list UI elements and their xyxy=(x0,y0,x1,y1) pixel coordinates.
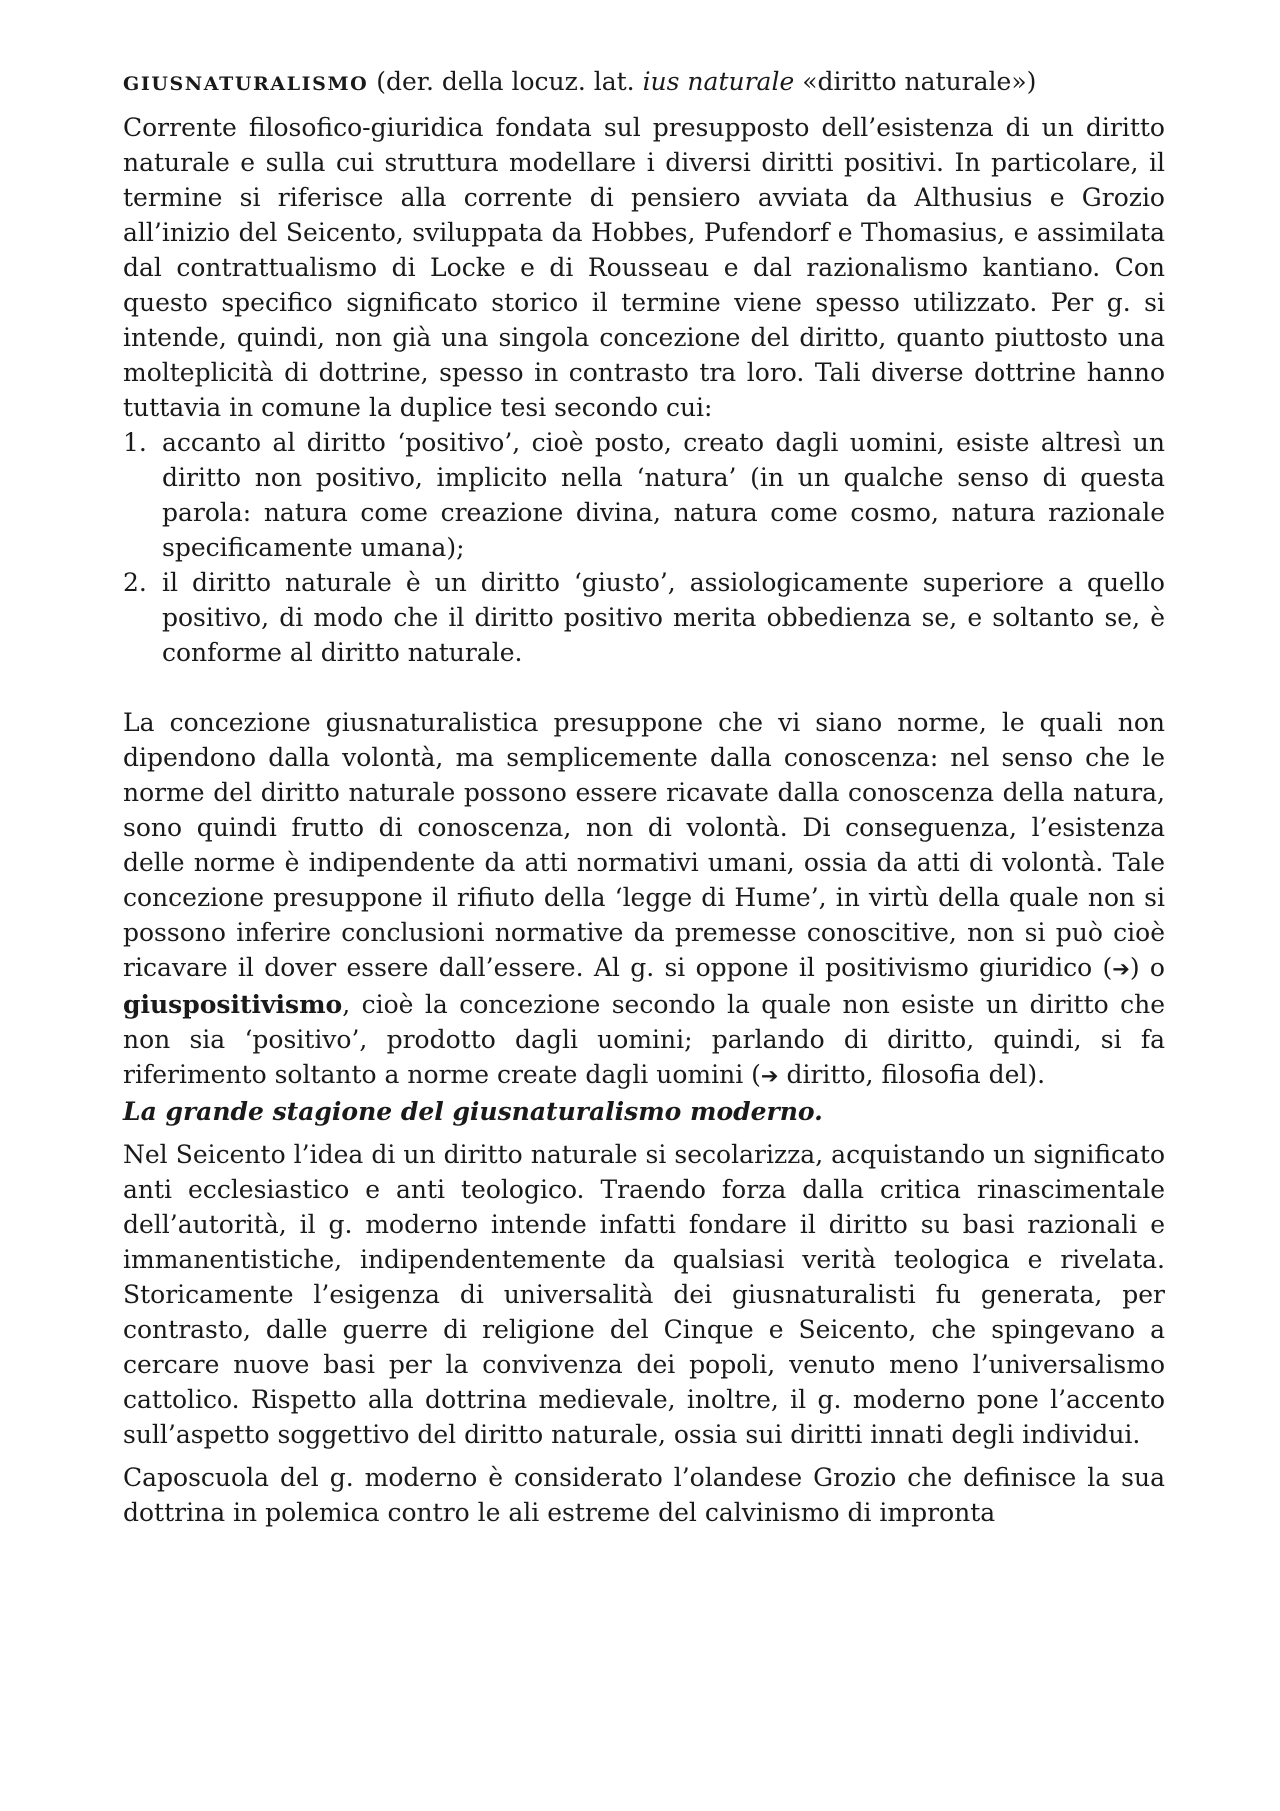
list-item-number: 1. xyxy=(123,428,147,457)
intro-paragraph: Corrente filosofico-giuridica fondata sul presupposto dell’esistenza di un diritto naturale e sulla cui struttura modellare i diversi diritti positivi. In particolare, il termine si riferisce alla corrente di pensiero avviata da Althusius e Grozio all’inizio del Seicento, sviluppata da Hobbes, Pufendorf e Thomasius, e assimilata dal contrattualismo di Locke e di Rousseau e dal razionalismo kantiano. Con questo specifico significato storico il termine viene spesso utilizzato. Per g. si intende, quindi, non già una singola concezione del diritto, quanto piuttosto una molteplicità di dottrine, spesso in contrasto tra loro. Tali diverse dottrine hanno tuttavia in comune la duplice tesi secondo cui: xyxy=(123,113,1165,422)
list-item-text: il diritto naturale è un diritto ‘giusto’, assiologicamente superiore a quello positivo, di modo che il diritto positivo merita obbedienza se, e soltanto se, è conforme al diritto naturale. xyxy=(162,568,1165,667)
cross-reference-arrow-icon: ➔ xyxy=(1112,957,1130,981)
list-item xyxy=(123,425,1165,565)
etymology-term: ius naturale xyxy=(642,67,795,96)
giuspositivismo-term: giuspositivismo xyxy=(123,990,343,1019)
section-paragraph-2: Caposcuola del g. moderno è considerato l’olandese Grozio che definisce la sua dottrina in polemica contro le ali estreme del calvinismo di impronta xyxy=(123,1463,1165,1527)
etymology-open: (der. della locuz. lat. xyxy=(368,67,643,96)
cross-reference-arrow-icon: ➔ xyxy=(760,1064,779,1088)
section-heading: La grande stagione del giusnaturalismo moderno. xyxy=(123,1097,823,1126)
entry-headword: GIUSNATURALISMO xyxy=(123,73,369,95)
theses-list xyxy=(123,425,1165,670)
list-item-text: accanto al diritto ‘positivo’, cioè posto, creato dagli uomini, esiste altresì un diritto non positivo, implicito nella ‘natura’ (in un qualche senso di questa parola: natura come creazione divina, natura come cosmo, natura razionale specificamente umana); xyxy=(162,428,1165,562)
entry-header xyxy=(123,64,1165,102)
conception-text-1: La concezione giusnaturalistica presuppone che vi siano norme, le quali non dipendono dalla volontà, ma semplicemente dalla conoscenza: nel senso che le norme del diritto naturale possono essere ricavate dalla conoscenza della natura, sono quindi frutto di conoscenza, non di volontà. Di conseguenza, l’esistenza delle norme è indipendente da atti normativi umani, ossia da atti di volontà. Tale concezione presuppone il rifiuto della ‘legge di Hume’, in virtù della quale non si possono inferire conclusioni normative da premesse conoscitive, non si può cioè ricavare il dover essere dall’essere. Al g. si oppone il positivismo giuridico ( xyxy=(123,708,1165,982)
list-item xyxy=(123,565,1165,670)
document-page xyxy=(123,64,1165,1530)
conception-paragraph xyxy=(123,705,1165,1094)
section-paragraph-1: Nel Seicento l’idea di un diritto naturale si secolarizza, acquistando un significato anti ecclesiastico e anti teologico. Traendo forza dalla critica rinascimentale dell’autorità, il g. moderno intende infatti fondare il diritto su basi razionali e immanentistiche, indipendentemente da qualsiasi verità teologica e rivelata. Storicamente l’esigenza di universalità dei giusnaturalisti fu generata, per contrasto, dalle guerre di religione del Cinque e Seicento, che spingevano a cercare nuove basi per la convivenza dei popoli, venuto meno l’universalismo cattolico. Rispetto alla dottrina medievale, inoltre, il g. moderno pone l’accento sull’aspetto soggettivo del diritto naturale, ossia sui diritti innati degli individui. xyxy=(123,1140,1165,1449)
conception-text-4: diritto, filosofia del). xyxy=(778,1060,1046,1089)
list-item-number: 2. xyxy=(123,568,147,597)
conception-text-3: , cioè la concezione secondo la quale non esiste un diritto che non sia ‘positivo’, prodotto dagli uomini; parlando di diritto, quindi, si fa riferimento soltanto a norme create dagli uomini ( xyxy=(123,990,1165,1089)
conception-text-2: ) o xyxy=(1129,953,1165,982)
etymology-close: «diritto naturale») xyxy=(794,67,1037,96)
